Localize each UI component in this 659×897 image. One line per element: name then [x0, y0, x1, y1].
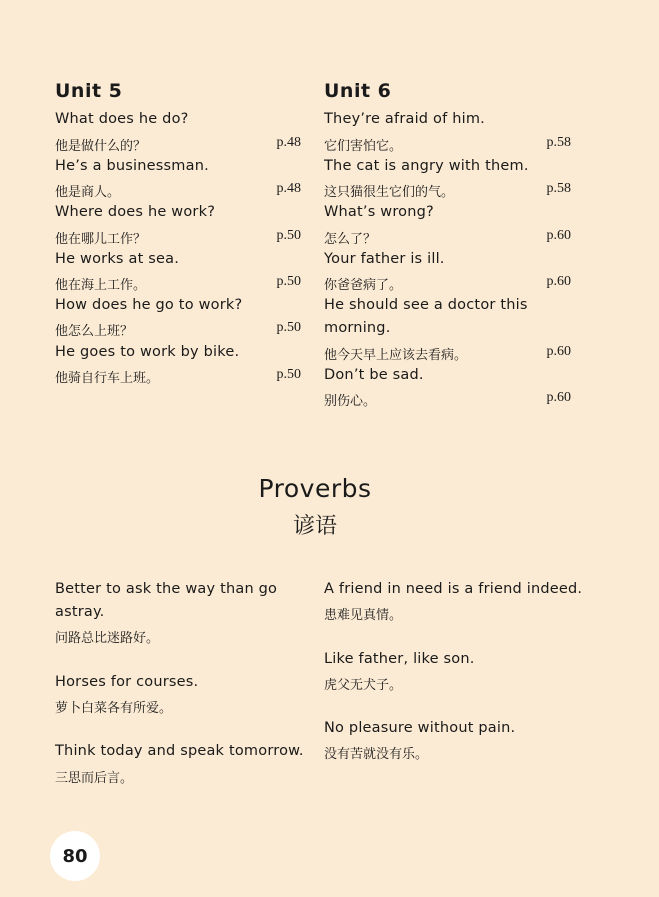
- unit-6-en-5: He should see a doctor this: [324, 297, 528, 313]
- unit-6-page-3: p.60: [546, 228, 571, 243]
- unit-5-en-2: He’s a businessman.: [55, 158, 209, 174]
- unit-5-page-2: p.48: [276, 181, 301, 196]
- unit-5-zh-5: 他怎么上班？: [55, 324, 134, 339]
- proverb-left-en-1: Better to ask the way than go: [55, 581, 278, 597]
- unit-5-en-1: What does he do?: [55, 111, 189, 127]
- unit-5-en-4: He works at sea.: [55, 251, 180, 267]
- unit-6-zh-5: 他今天早上应该去看病。: [324, 348, 468, 363]
- unit-6-en-1: They’re afraid of him.: [324, 111, 485, 127]
- proverb-left-en-1b: astray.: [55, 604, 105, 620]
- proverb-right-zh-2: 虎父无犬子。: [324, 678, 403, 693]
- unit-6-en-4: Your father is ill.: [324, 251, 445, 267]
- proverb-right-en-3: No pleasure without pain.: [324, 720, 516, 736]
- unit-6-en-3: What’s wrong?: [324, 204, 434, 220]
- page-number: 80: [50, 831, 100, 881]
- unit-5-page-6: p.50: [276, 367, 301, 382]
- unit-6-page-4: p.60: [546, 274, 571, 289]
- unit-6-page-2: p.58: [546, 181, 571, 196]
- proverb-right-en-1: A friend in need is a friend indeed.: [324, 581, 583, 597]
- unit-5-title: Unit 5: [55, 80, 123, 102]
- unit-5-zh-2: 他是商人。: [55, 185, 121, 200]
- unit-5-page-1: p.48: [276, 135, 301, 150]
- proverb-left-zh-3: 三思而后言。: [55, 771, 134, 786]
- unit-5-page-4: p.50: [276, 274, 301, 289]
- proverb-right-zh-3: 没有苦就没有乐。: [324, 747, 429, 762]
- unit-6-zh-3: 怎么了？: [324, 232, 377, 247]
- proverbs-subheading: 谚语: [292, 514, 337, 539]
- unit-6-zh-4: 你爸爸病了。: [324, 278, 403, 293]
- proverb-left-zh-1: 问路总比迷路好。: [55, 631, 160, 646]
- unit-6-page-6: p.60: [546, 390, 571, 405]
- unit-6-page-1: p.58: [546, 135, 571, 150]
- unit-5-page-5: p.50: [276, 320, 301, 335]
- unit-5-zh-6: 他骑自行车上班。: [55, 371, 160, 386]
- unit-6-page-5: p.60: [546, 344, 571, 359]
- unit-5-en-6: He goes to work by bike.: [55, 344, 240, 360]
- proverb-left-en-3: Think today and speak tomorrow.: [55, 743, 304, 759]
- proverbs-heading: Proverbs: [258, 474, 372, 503]
- unit-6-zh-6: 别伤心。: [324, 394, 377, 409]
- unit-6-zh-2: 这只猫很生它们的气。: [324, 185, 455, 200]
- unit-6-title: Unit 6: [324, 80, 392, 102]
- unit-5-page-3: p.50: [276, 228, 301, 243]
- proverb-left-en-2: Horses for courses.: [55, 674, 199, 690]
- proverb-left-zh-2: 萝卜白菜各有所爱。: [55, 701, 173, 716]
- unit-5-zh-3: 他在哪儿工作？: [55, 232, 147, 247]
- unit-5-en-3: Where does he work?: [55, 204, 216, 220]
- unit-5-zh-1: 他是做什么的？: [55, 139, 147, 154]
- proverb-right-en-2: Like father, like son.: [324, 651, 475, 667]
- unit-6-en-6: Don’t be sad.: [324, 367, 424, 383]
- unit-5-zh-4: 他在海上工作。: [55, 278, 147, 293]
- unit-6-en-2: The cat is angry with them.: [324, 158, 529, 174]
- proverb-right-zh-1: 患难见真情。: [324, 608, 403, 623]
- unit-5-en-5: How does he go to work?: [55, 297, 243, 313]
- unit-6-zh-1: 它们害怕它。: [324, 139, 403, 154]
- unit-6-en-5b: morning.: [324, 320, 391, 336]
